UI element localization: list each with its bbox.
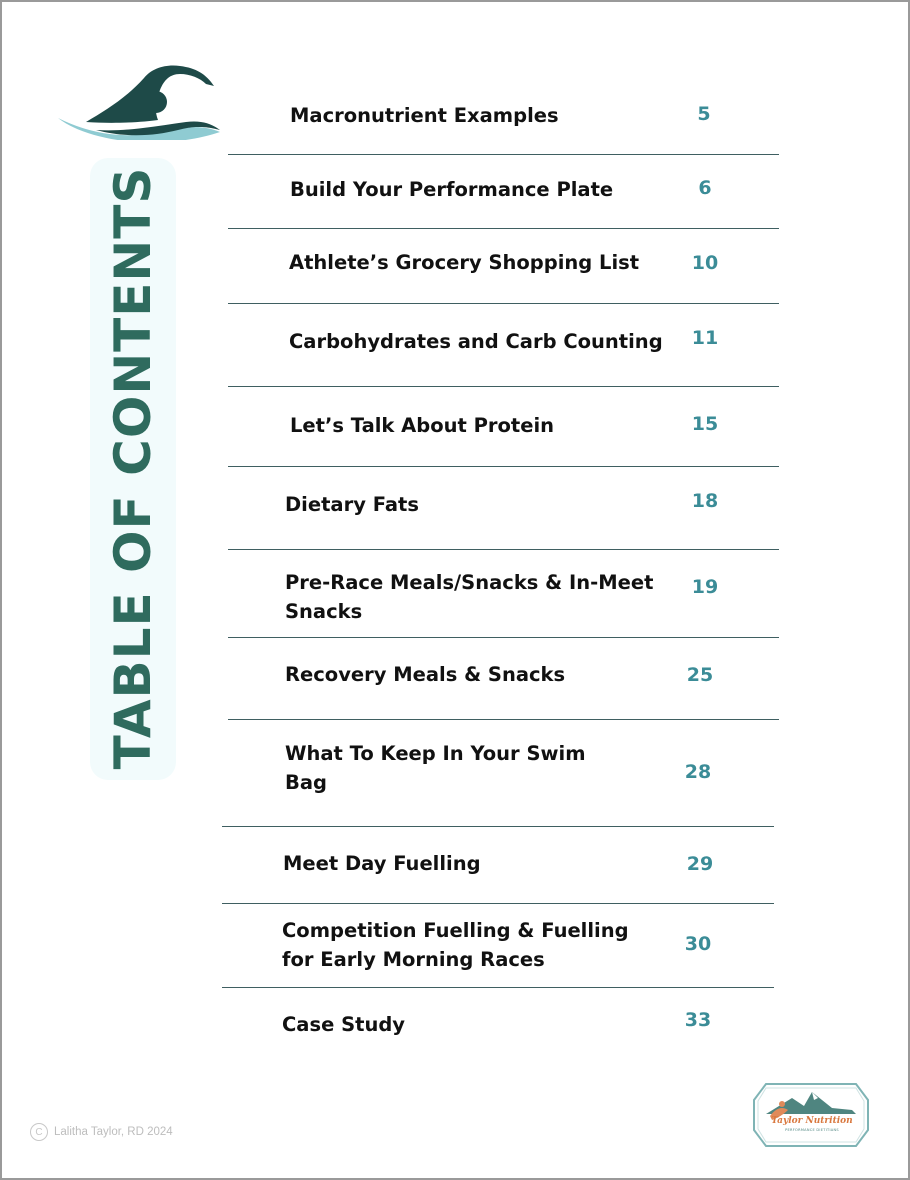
toc-page-number[interactable]: 5 (697, 103, 711, 125)
toc-title-meet-day[interactable]: Meet Day Fuelling (283, 852, 481, 875)
toc-title-carbohydrates[interactable]: Carbohydrates and Carb Counting (289, 330, 663, 353)
copyright-text: Lalitha Taylor, RD 2024 (54, 1126, 173, 1138)
toc-title-pre-race-line-2[interactable]: Snacks (285, 600, 363, 623)
toc-title-swim-bag-line-2[interactable]: Bag (285, 771, 327, 794)
toc-page-number[interactable]: 11 (691, 327, 719, 349)
table-of-contents-heading: TABLE OF CONTENTS (104, 166, 162, 770)
toc-page-number[interactable]: 33 (684, 1009, 712, 1031)
toc-page-number[interactable]: 28 (684, 761, 712, 783)
toc-page-number[interactable]: 30 (684, 933, 712, 955)
divider (228, 637, 779, 638)
toc-page-number[interactable]: 29 (686, 853, 714, 875)
toc-page-number[interactable]: 10 (691, 252, 719, 274)
toc-page-number[interactable]: 25 (686, 664, 714, 686)
toc-title-swim-bag-line-1[interactable]: What To Keep In Your Swim (285, 742, 586, 765)
toc-title-protein[interactable]: Let’s Talk About Protein (290, 414, 555, 437)
toc-title-dietary-fats[interactable]: Dietary Fats (285, 493, 419, 516)
divider (228, 386, 779, 387)
toc-title-macronutrient-examples[interactable]: Macronutrient Examples (290, 104, 559, 127)
toc-title-grocery-list[interactable]: Athlete’s Grocery Shopping List (289, 251, 640, 274)
swimmer-icon (56, 60, 220, 140)
toc-title-competition-line-1[interactable]: Competition Fuelling & Fuelling (282, 919, 629, 942)
toc-title-competition-line-2[interactable]: for Early Morning Races (282, 948, 545, 971)
toc-page-number[interactable]: 6 (698, 177, 712, 199)
divider (228, 228, 779, 229)
toc-page-number[interactable]: 19 (691, 576, 719, 598)
divider (228, 466, 779, 467)
divider (222, 826, 774, 827)
toc-page-number[interactable]: 15 (691, 413, 719, 435)
toc-title-performance-plate[interactable]: Build Your Performance Plate (290, 178, 614, 201)
divider (228, 719, 779, 720)
copyright-icon: C (30, 1123, 48, 1141)
divider (228, 549, 779, 550)
toc-title-case-study[interactable]: Case Study (282, 1013, 406, 1036)
toc-title-pre-race-line-1[interactable]: Pre-Race Meals/Snacks & In-Meet (285, 571, 654, 594)
toc-page-number[interactable]: 18 (691, 490, 719, 512)
divider (228, 154, 779, 155)
copyright-footer (30, 1122, 173, 1142)
logo-wordmark: Taylor Nutrition (771, 1116, 853, 1126)
divider (228, 303, 779, 304)
divider (222, 903, 774, 904)
divider (222, 987, 774, 988)
toc-title-recovery[interactable]: Recovery Meals & Snacks (285, 663, 566, 686)
taylor-nutrition-logo (752, 1080, 870, 1150)
logo-tagline: PERFORMANCE DIETITIANS (785, 1128, 839, 1132)
